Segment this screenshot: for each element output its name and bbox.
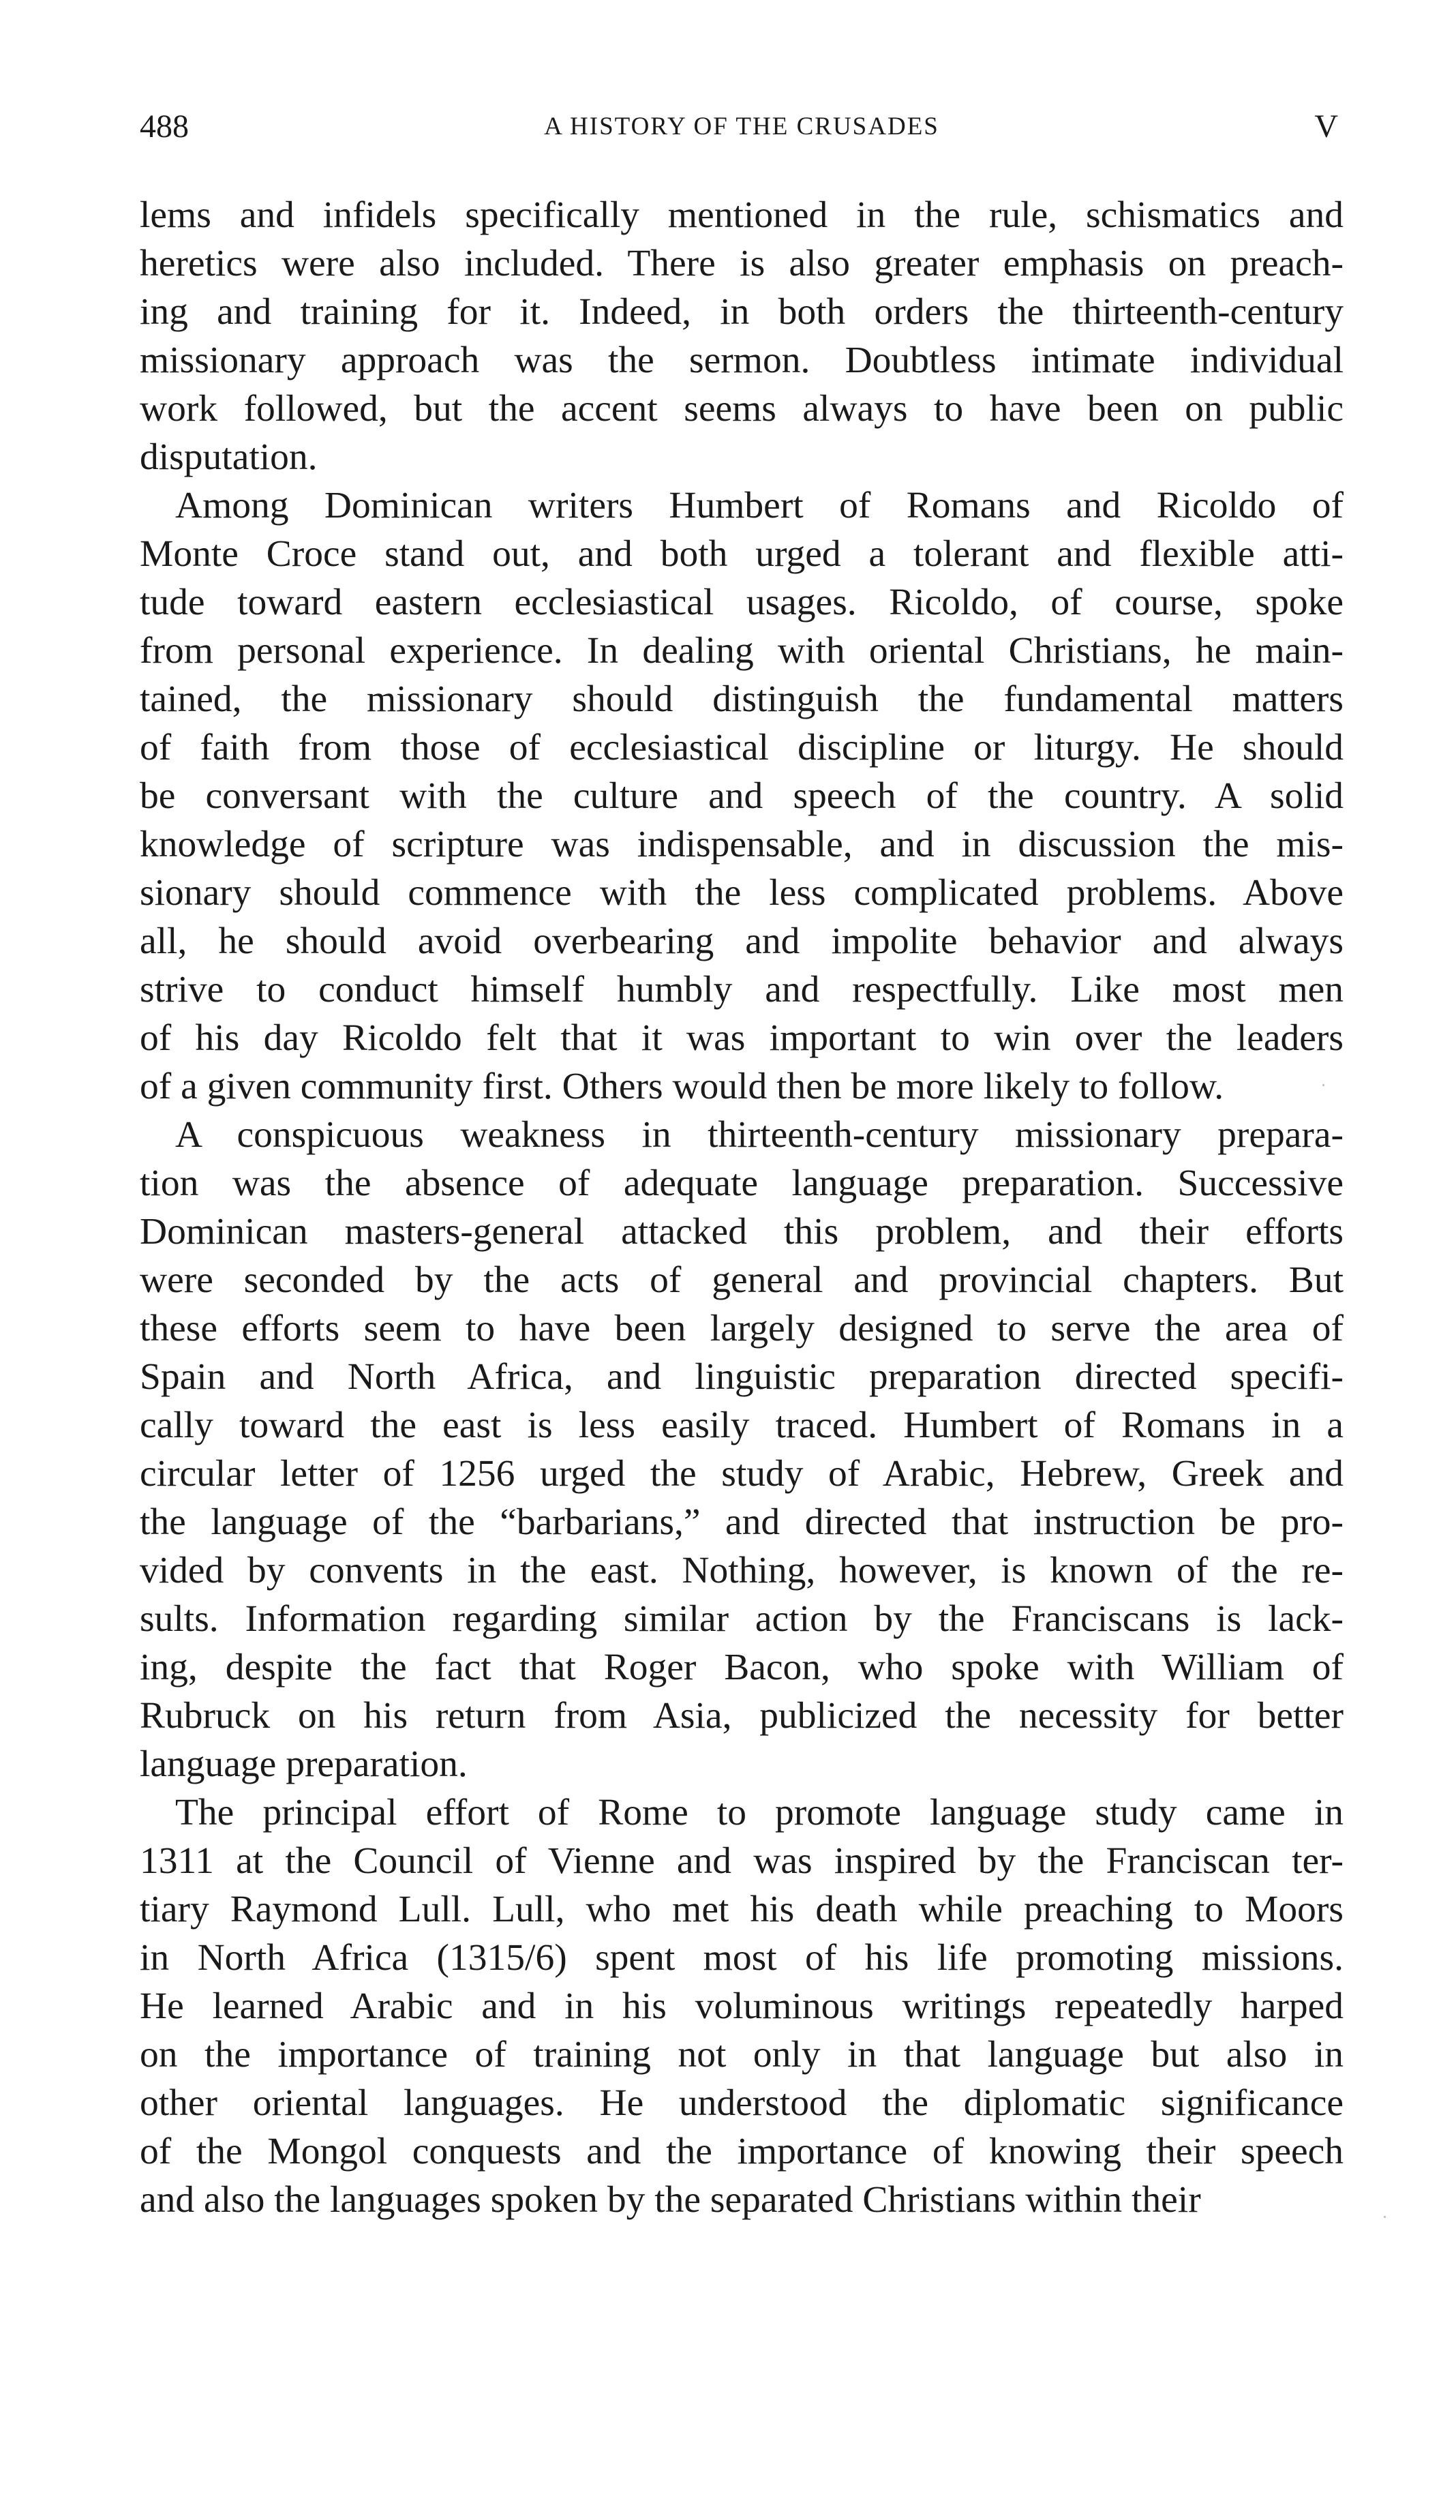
paper-speck bbox=[1384, 2216, 1386, 2218]
text-line: of his day Ricoldo felt that it was important to win over the leaders bbox=[140, 1017, 1344, 1059]
book-page bbox=[140, 102, 1344, 2224]
text-line: Monte Croce stand out, and both urged a tolerant and flexible atti- bbox=[140, 533, 1344, 575]
text-line: from personal experience. In dealing with oriental Christians, he main- bbox=[140, 630, 1344, 672]
text-line: all, he should avoid overbearing and impolite behavior and always bbox=[140, 920, 1344, 962]
text-line: ing and training for it. Indeed, in both orders the thirteenth-century bbox=[140, 291, 1344, 333]
text-line: lems and infidels specifically mentioned in the rule, schismatics and bbox=[140, 194, 1344, 236]
text-line: on the importance of training not only in that language but also in bbox=[140, 2034, 1344, 2075]
text-line: and also the languages spoken by the separated Christians within their bbox=[140, 2179, 1201, 2221]
paragraph bbox=[140, 1788, 1344, 2224]
text-line: were seconded by the acts of general and provincial chapters. But bbox=[140, 1259, 1344, 1301]
text-line: tude toward eastern ecclesiastical usages. Ricoldo, of course, spoke bbox=[140, 582, 1344, 623]
text-line: tion was the absence of adequate language preparation. Successive bbox=[140, 1162, 1344, 1204]
text-line: the language of the “barbarians,” and directed that instruction be pro- bbox=[140, 1501, 1344, 1543]
paragraph bbox=[140, 191, 1344, 481]
text-line: Dominican masters-general attacked this problem, and their efforts bbox=[140, 1211, 1344, 1252]
running-title: A HISTORY OF THE CRUSADES bbox=[544, 112, 939, 140]
text-line: of the Mongol conquests and the importance of knowing their speech bbox=[140, 2131, 1344, 2172]
text-line: He learned Arabic and in his voluminous writings repeatedly harped bbox=[140, 1985, 1344, 2027]
text-line: of faith from those of ecclesiastical discipline or liturgy. He should bbox=[140, 727, 1344, 768]
text-line: be conversant with the culture and speech of the country. A solid bbox=[140, 775, 1344, 817]
paragraph bbox=[140, 1111, 1344, 1788]
text-line: vided by convents in the east. Nothing, however, is known of the re- bbox=[140, 1550, 1344, 1591]
text-line: missionary approach was the sermon. Doubtless intimate individual bbox=[140, 340, 1344, 381]
text-line: in North Africa (1315/6) spent most of his life promoting missions. bbox=[140, 1937, 1344, 1979]
text-line: disputation. bbox=[140, 436, 318, 478]
text-line: sults. Information regarding similar action by the Franciscans is lack- bbox=[140, 1598, 1344, 1640]
text-line: circular letter of 1256 urged the study of Arabic, Hebrew, Greek and bbox=[140, 1453, 1344, 1495]
text-line: A conspicuous weakness in thirteenth-century missionary prepara- bbox=[175, 1114, 1344, 1156]
text-line: work followed, but the accent seems always to have been on public bbox=[140, 388, 1344, 430]
text-line: knowledge of scripture was indispensable, and in discussion the mis- bbox=[140, 824, 1344, 865]
running-head bbox=[140, 102, 1344, 151]
chapter-number: V bbox=[1314, 108, 1338, 145]
text-line: cally toward the east is less easily traced. Humbert of Romans in a bbox=[140, 1405, 1344, 1446]
text-line: Rubruck on his return from Asia, publicized the necessity for better bbox=[140, 1695, 1344, 1737]
text-line: of a given community first. Others would then be more likely to follow. bbox=[140, 1066, 1224, 1107]
text-line: 1311 at the Council of Vienne and was inspired by the Franciscan ter- bbox=[140, 1840, 1344, 1882]
text-line: Among Dominican writers Humbert of Romans and Ricoldo of bbox=[175, 485, 1344, 526]
text-line: sionary should commence with the less complicated problems. Above bbox=[140, 872, 1344, 914]
text-line: heretics were also included. There is also greater emphasis on preach- bbox=[140, 243, 1344, 284]
text-line: The principal effort of Rome to promote language study came in bbox=[175, 1792, 1344, 1833]
text-line: these efforts seem to have been largely designed to serve the area of bbox=[140, 1308, 1344, 1349]
text-line: Spain and North Africa, and linguistic preparation directed specifi- bbox=[140, 1356, 1344, 1398]
text-line: other oriental languages. He understood the diplomatic significance bbox=[140, 2082, 1344, 2124]
page-number: 488 bbox=[140, 108, 189, 145]
body-text bbox=[140, 191, 1344, 2224]
text-line: tained, the missionary should distinguish the fundamental matters bbox=[140, 678, 1344, 720]
text-line: tiary Raymond Lull. Lull, who met his death while preaching to Moors bbox=[140, 1889, 1344, 1930]
text-line: strive to conduct himself humbly and respectfully. Like most men bbox=[140, 969, 1344, 1010]
paper-speck bbox=[1322, 1084, 1324, 1086]
text-line: language preparation. bbox=[140, 1743, 468, 1785]
paragraph bbox=[140, 481, 1344, 1111]
text-line: ing, despite the fact that Roger Bacon, who spoke with William of bbox=[140, 1647, 1344, 1688]
